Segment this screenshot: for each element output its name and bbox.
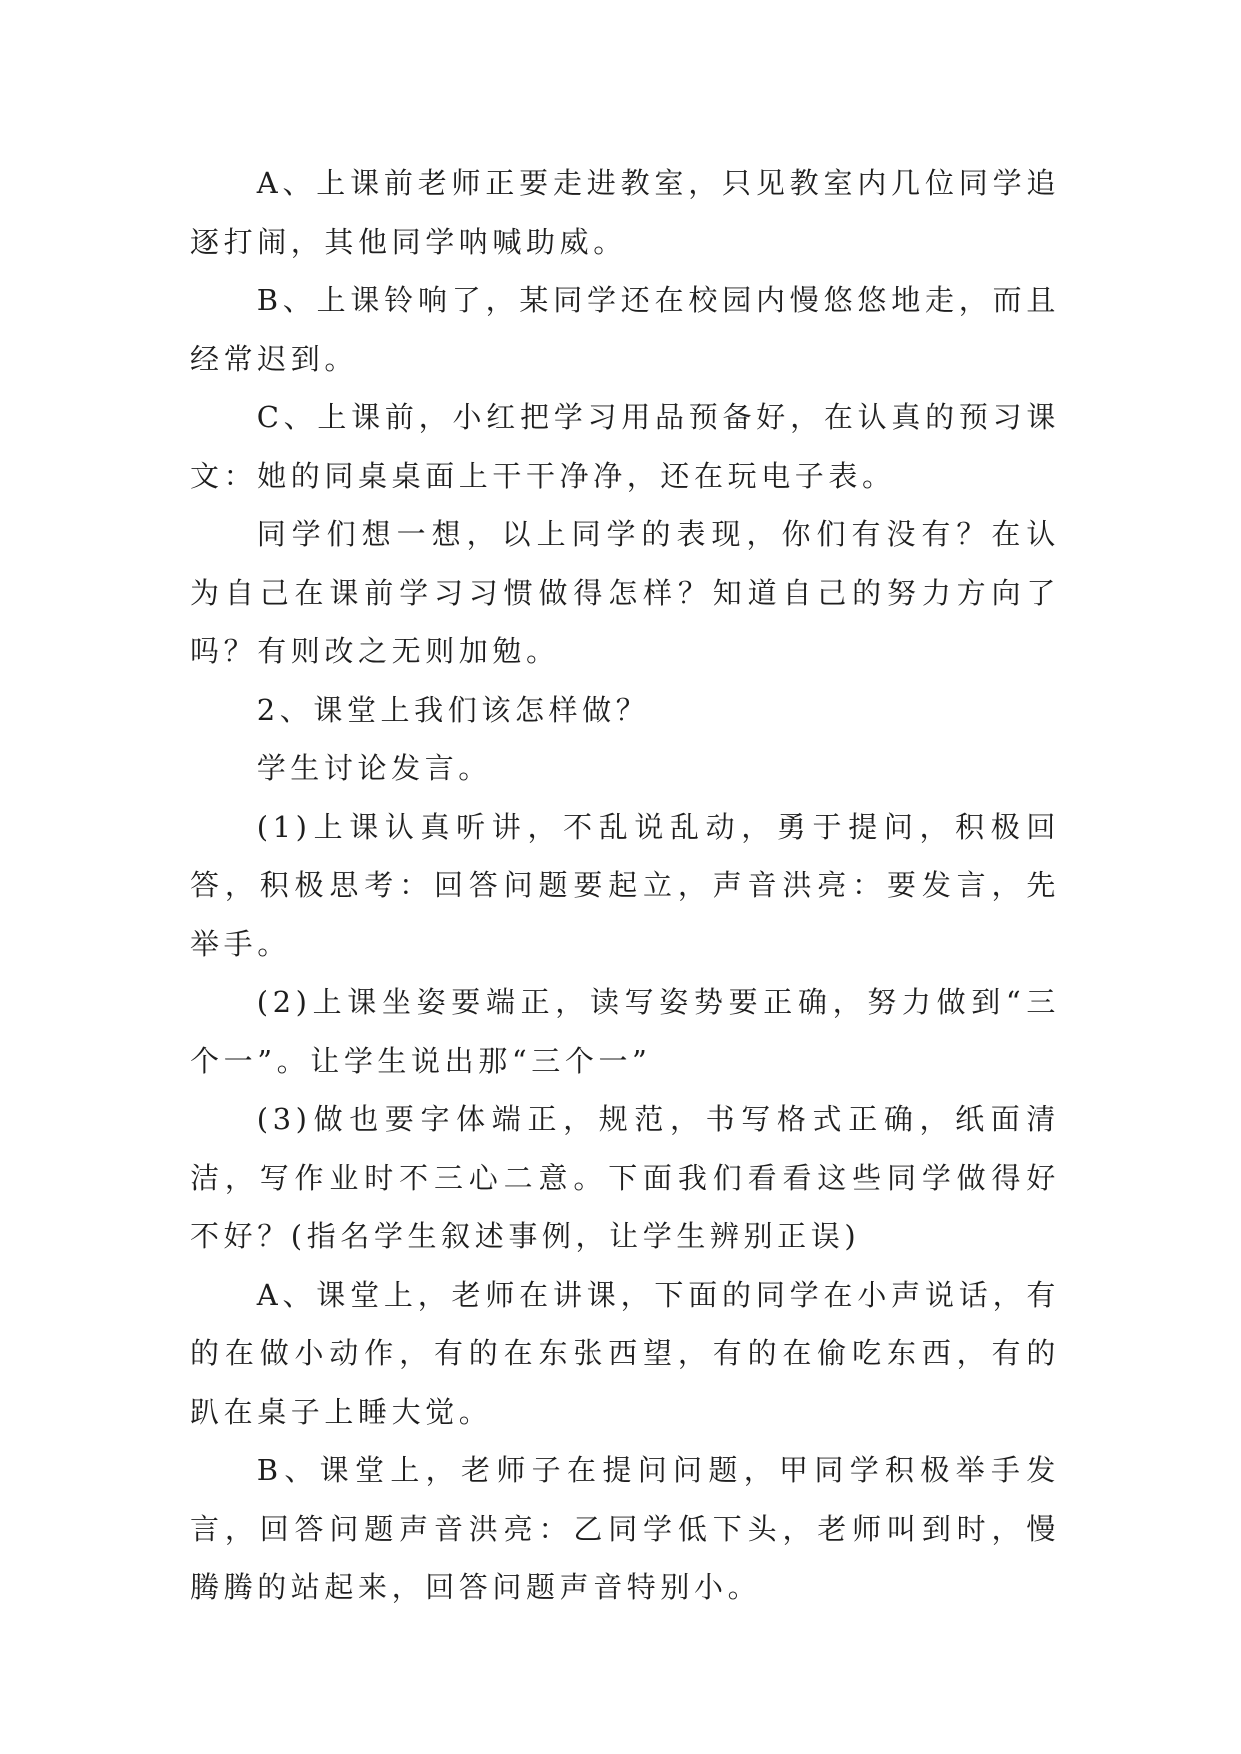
paragraph-item-2: (2)上课坐姿要端正，读写姿势要正确，努力做到“三个一”。让学生说出那“三个一” <box>190 985 1060 1078</box>
paragraph-a-before-class: A、上课前老师正要走进教室，只见教室内几位同学追逐打闹，其他同学呐喊助威。 <box>190 166 1060 259</box>
paragraph-item-3: (3)做也要字体端正，规范，书写格式正确，纸面清洁，写作业时不三心二意。下面我们看看这些同学做得好不好？(指名学生叙述事例，让学生辨别正误) <box>190 1102 1060 1253</box>
paragraph-question-2: 2、课堂上我们该怎样做？ <box>256 692 650 727</box>
paragraph-b-in-class: B、课堂上，老师子在提问问题，甲同学积极举手发言，回答问题声音洪亮：乙同学低下头，老师叫到时，慢腾腾的站起来，回答问题声音特别小。 <box>190 1453 1060 1604</box>
paragraph-item-1: (1)上课认真听讲，不乱说乱动，勇于提问，积极回答，积极思考：回答问题要起立，声音洪亮：要发言，先举手。 <box>190 809 1060 961</box>
paragraph-reflection: 同学们想一想，以上同学的表现，你们有没有？在认为自己在课前学习习惯做得怎样？知道自己的努力方向了吗？有则改之无则加勉。 <box>190 517 1060 668</box>
paragraph-c-before-class: C、上课前，小红把学习用品预备好，在认真的预习课文：她的同桌桌面上干干净净，还在玩电子表。 <box>190 400 1060 493</box>
paragraph-discussion: 学生讨论发言。 <box>256 751 492 785</box>
paragraph-a-in-class: A、课堂上，老师在讲课，下面的同学在小声说话，有的在做小动作，有的在东张西望，有的在偷吃东西，有的趴在桌子上睡大觉。 <box>190 1277 1060 1429</box>
paragraph-b-before-class: B、上课铃响了，某同学还在校园内慢悠悠地走，而且经常迟到。 <box>190 283 1060 376</box>
document-body <box>190 154 1060 1617</box>
